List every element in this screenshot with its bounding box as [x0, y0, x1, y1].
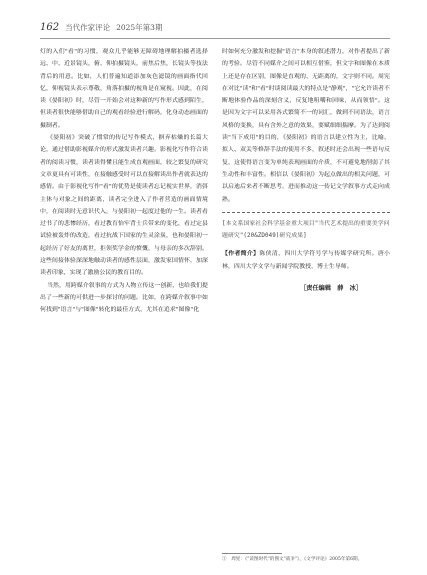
- header-rule: [40, 38, 390, 39]
- author-bio: [222, 248, 390, 273]
- running-header: [40, 22, 390, 36]
- responsible-editor: ［责任编辑 薛 冰］: [300, 285, 362, 293]
- right-column: [222, 46, 390, 292]
- footnote-rule: [222, 553, 282, 554]
- author-bio-label: 【作者简介】: [222, 251, 260, 258]
- paragraph: 《晏阳初》突破了惯常的传记写作模式，摒弃枯燥的长篇大论，通过借助影视媒介的形式激发读者兴趣。影视化写作符合读者的阅读习惯，读者读得懂且能生成直观画面，较之繁复的研究文章更具有可读性，在接触感受时可以直接解读出作者就表达的感情。由于影视化写作"看"的优势是使读者忘记视实世界，消弭主体与对象之间的距离，读者完全进入了作者营造的画面情境中，在阅读时无意识代入，与晏阳初一起度过他的一生。读者看过书了的悲惨经历，看过教育怡牢背士兵带来的变化，看过定县试验被轰炸的改造，看过抗战下国家的生灵涂炭，也和晏阳初一起经历了好友的离世，拒领奖学金的愤慨，与母亲的多次辞别。这些间接体验深深地触动读者的感性层面，激发家国情怀，加深读者印象，实现了激励公民的教育目的。: [40, 135, 208, 277]
- paragraph: 灯的入们"看"的习惯，观众几乎能够无障碍地理解拍摄者选择远、中、近景镜头，俯、仰拍摄镜头，前焦后焦，长镜头等技法背后的用意。比如，人们普遍知道添加灰色滤镜的画面指代回忆，仰视镜头表示尊敬，角落拍摄的视角是在窥视。因此，在阅读《晏阳初》时，尽管一开始会对这种新的写作形式感到陌生，但读者很快能够借助自己的观看经验进行解码，化身动态画面的摄制者。: [40, 49, 208, 129]
- issue-label: 2025年第3期: [116, 23, 163, 32]
- footnote: ① 周宪：《"读图时代"的图文"战争"》，《文学评论》2005年第6期。: [222, 557, 363, 562]
- journal-name: 当代作家评论: [65, 23, 111, 32]
- paragraph: 时如何充分激发和挖掘"语言"本身的叙述潜力，对作者提出了新的考验。尽管不同媒介之间可以相互借鉴，但文字和图像在本质上还是存在区别，图像是直观的、无距离的，文字则不同。周宪在对比"读"和"看"时谈阅读最大的特点是"静观"，"它允许读者不断地体验作品的深刻含义，反复地咀嚼和回味，从而领悟"。这是因为文字可以采用各式繁简不一的词汇，做到不同语法，语言风格的变换，具有含外之意的效果，要赋细细揣摩。为了达到阅读"当下成用"的目的，《晏阳初》的语言以建立性为主，比喻、拟人、双关等修辞手法的使用不多，叙述时还会出现一些语句反复，这使得语言变为单纯表现画面的介质，不可避免地削弱了其生动性和丰富性。相信以《晏阳初》为起点做出的相关问题，可以启迪后来者不断思考，进而推动这一传记文学叙事方式走向成熟。: [222, 49, 390, 203]
- divider: [222, 212, 390, 213]
- page-number: 162: [40, 22, 60, 33]
- paragraph: 当然，用跨媒介叙事的方式为人物立传这一创新，也给我们提出了一些新的可供进一步探讨的问题。比如，在跨媒介叙事中如何找到"语言"与"图像"转化的最佳方式，尤其在追求"图像"化: [40, 282, 208, 314]
- left-column: [40, 46, 208, 317]
- author-bio-text: 陈侠清，四川大学符号学与传媒学研究所。唐小林，四川大学文学与新闻学院教授，博士生导师。: [222, 251, 390, 270]
- fund-note: [本文系国家社会科学基金重大项目"当代艺术提出的重要美学问题研究"(20&ZD049)研究成果]: [222, 220, 390, 240]
